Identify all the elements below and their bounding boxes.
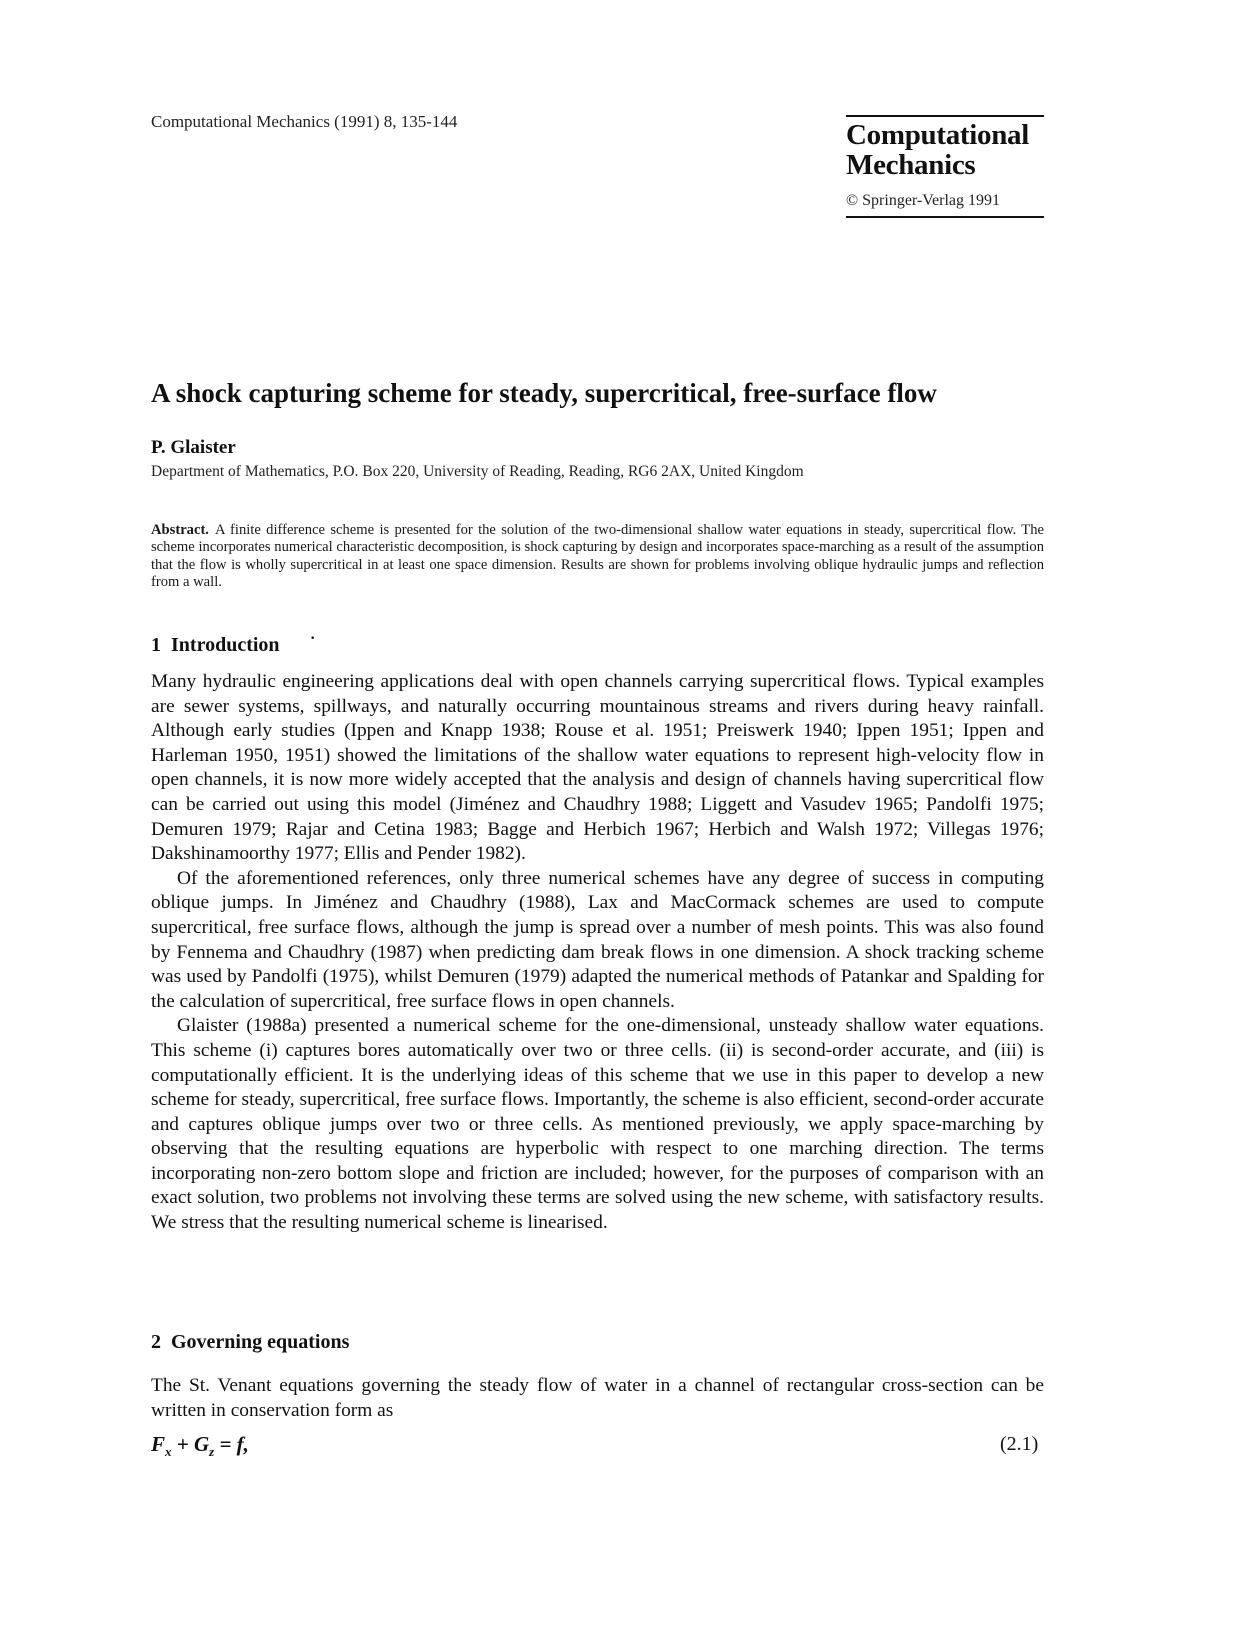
journal-citation: Computational Mechanics (1991) 8, 135-144 — [151, 112, 458, 131]
section-number: 2 — [151, 1331, 161, 1353]
paragraph: Many hydraulic engineering applications deal with open channels carrying supercritical flows. Typical examples are sewer systems, spillways, and naturally occurring mountainous streams and rivers during heavy rainfall. Although early studies (Ippen and Knapp 1938; Rouse et al. 1951; Preiswerk 1940; Ippen 1951; Ippen and Harleman 1950, 1951) showed the limitations of the shallow water equations to represent high-velocity flow in open channels, it is now more widely accepted that the analysis and design of channels having supercritical flow can be carried out using this model (Jiménez and Chaudhry 1988; Liggett and Vasudev 1965; Pandolfi 1975; Demuren 1979; Rajar and Cetina 1983; Bagge and Herbich 1967; Herbich and Walsh 1972; Villegas 1976; Dakshinamoorthy 1977; Ellis and Pender 1982). — [151, 671, 1044, 865]
section-title: Governing equations — [171, 1331, 350, 1353]
equation-number: (2.1) — [1000, 1433, 1039, 1455]
stray-mark: · — [310, 630, 316, 647]
author-affiliation: Department of Mathematics, P.O. Box 220, University of Reading, Reading, RG6 2AX, United Kingdom — [151, 463, 804, 480]
copyright-notice: © Springer-Verlag 1991 — [846, 192, 1001, 209]
section-title: Introduction — [171, 634, 280, 656]
introduction-body — [151, 670, 1044, 1236]
journal-rule-bottom — [846, 216, 1044, 218]
journal-name-line-1: Computational — [846, 119, 1030, 151]
journal-name-line-2: Mechanics — [846, 149, 976, 181]
journal-rule-top — [846, 115, 1044, 117]
section-heading-introduction — [151, 634, 280, 657]
abstract-text: A finite difference scheme is presented for the solution of the two-dimensional shallow water equations in steady, supercritical flow. The scheme incorporates numerical characteristic decomposition, is shock capturing by design and incorporates space-marching as a result of the assumption that the flow is wholly supercritical in at least one space dimension. Results are shown for problems involving oblique hydraulic jumps and reflection from a wall. — [151, 522, 1044, 590]
paragraph: Of the aforementioned references, only three numerical schemes have any degree of success in computing oblique jumps. In Jiménez and Chaudhry (1988), Lax and MacCormack schemes are used to compute supercritical, free surface flows, although the jump is spread over a number of mesh points. This was also found by Fennema and Chaudhry (1987) when predicting dam break flows in one dimension. A shock tracking scheme was used by Pandolfi (1975), whilst Demuren (1979) adapted the numerical methods of Patankar and Spalding for the calculation of supercritical, free surface flows in open channels. — [151, 867, 1044, 1012]
article-title: A shock capturing scheme for steady, supercritical, free-surface flow — [151, 378, 937, 408]
abstract-label: Abstract. — [151, 522, 209, 538]
equation-2-1: $F_x + G_z = f$, — [151, 1432, 249, 1460]
journal-name — [846, 120, 1029, 180]
article-author: P. Glaister — [151, 437, 236, 458]
section-number: 1 — [151, 634, 161, 656]
governing-equations-body: The St. Venant equations governing the steady flow of water in a channel of rectangular cross-section can be written in conservation form as — [151, 1375, 1044, 1421]
paragraph: Glaister (1988a) presented a numerical scheme for the one-dimensional, unsteady shallow water equations. This scheme (i) captures bores automatically over two or three cells. (ii) is second-order accurate, and (iii) is computationally efficient. It is the underlying ideas of this scheme that we use in this paper to develop a new scheme for steady, supercritical, free surface flows. Importantly, the scheme is also efficient, second-order accurate and captures oblique jumps over two or three cells. As mentioned previously, we apply space-marching by observing that the resulting equations are hyperbolic with respect to one marching direction. The terms incorporating non-zero bottom slope and friction are included; however, for the purposes of comparison with an exact solution, two problems not involving these terms are solved using the new scheme, with satisfactory results. We stress that the resulting numerical scheme is linearised. — [151, 1015, 1044, 1234]
section-heading-governing-equations — [151, 1331, 349, 1354]
abstract — [151, 522, 1044, 591]
